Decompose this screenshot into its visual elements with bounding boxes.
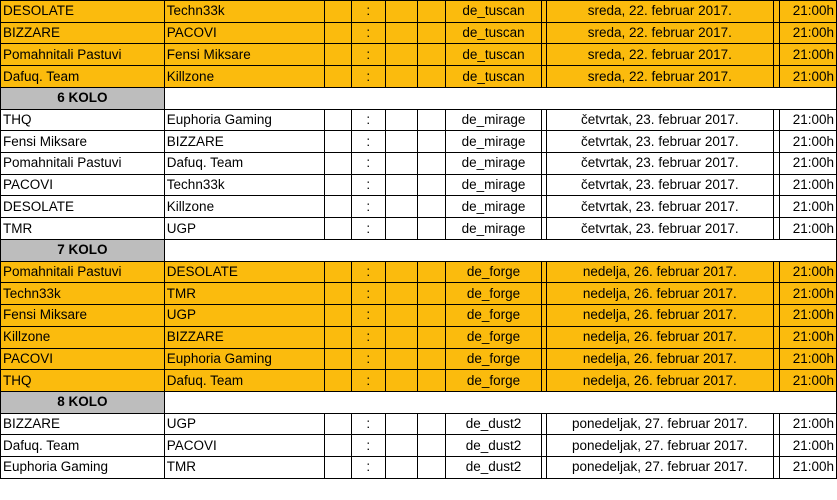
map-cell: de_forge — [446, 348, 542, 370]
score-away-cell — [385, 413, 417, 435]
date-cell: ponedeljak, 27. februar 2017. — [546, 435, 773, 457]
separator-cell: : — [351, 305, 385, 327]
score-home-cell — [325, 1, 352, 23]
away-team-cell: UGP — [164, 413, 324, 435]
date-cell: ponedeljak, 27. februar 2017. — [546, 413, 773, 435]
home-team-cell: DESOLATE — [1, 1, 165, 23]
date-cell: četvrtak, 23. februar 2017. — [546, 109, 773, 131]
date-cell: sreda, 22. februar 2017. — [546, 44, 773, 66]
spacer-cell — [417, 109, 445, 131]
score-home-cell — [325, 66, 352, 88]
away-team-cell: Techn33k — [164, 174, 324, 196]
separator-cell: : — [351, 22, 385, 44]
match-row — [1, 261, 837, 283]
date-cell: četvrtak, 23. februar 2017. — [546, 218, 773, 240]
match-row — [1, 218, 837, 240]
date-cell: nedelja, 26. februar 2017. — [546, 348, 773, 370]
match-row — [1, 305, 837, 327]
date-cell: četvrtak, 23. februar 2017. — [546, 131, 773, 153]
home-team-cell: Dafuq. Team — [1, 435, 165, 457]
spacer-cell — [417, 22, 445, 44]
separator-cell: : — [351, 326, 385, 348]
score-home-cell — [325, 153, 352, 175]
separator-cell: : — [351, 435, 385, 457]
time-cell: 21:00h — [779, 66, 836, 88]
home-team-cell: THQ — [1, 370, 165, 392]
home-team-cell: THQ — [1, 109, 165, 131]
date-cell: četvrtak, 23. februar 2017. — [546, 153, 773, 175]
separator-cell: : — [351, 66, 385, 88]
home-team-cell: TMR — [1, 218, 165, 240]
match-row — [1, 174, 837, 196]
time-cell: 21:00h — [779, 326, 836, 348]
score-home-cell — [325, 22, 352, 44]
away-team-cell: PACOVI — [164, 22, 324, 44]
home-team-cell: PACOVI — [1, 348, 165, 370]
round-header-row — [1, 87, 837, 109]
away-team-cell: Fensi Miksare — [164, 44, 324, 66]
date-cell: nedelja, 26. februar 2017. — [546, 283, 773, 305]
round-label: 7 KOLO — [1, 239, 165, 261]
time-cell: 21:00h — [779, 435, 836, 457]
map-cell: de_forge — [446, 261, 542, 283]
map-cell: de_forge — [446, 326, 542, 348]
score-home-cell — [325, 283, 352, 305]
map-cell: de_mirage — [446, 196, 542, 218]
score-away-cell — [385, 109, 417, 131]
score-away-cell — [385, 218, 417, 240]
home-team-cell: Dafuq. Team — [1, 66, 165, 88]
separator-cell: : — [351, 196, 385, 218]
date-cell: sreda, 22. februar 2017. — [546, 1, 773, 23]
score-away-cell — [385, 153, 417, 175]
away-team-cell: BIZZARE — [164, 326, 324, 348]
spacer-cell — [417, 66, 445, 88]
map-cell: de_tuscan — [446, 66, 542, 88]
separator-cell: : — [351, 348, 385, 370]
time-cell: 21:00h — [779, 196, 836, 218]
separator-cell: : — [351, 109, 385, 131]
away-team-cell: Euphoria Gaming — [164, 109, 324, 131]
spacer-cell — [417, 435, 445, 457]
match-row — [1, 1, 837, 23]
away-team-cell: Techn33k — [164, 1, 324, 23]
away-team-cell: UGP — [164, 218, 324, 240]
home-team-cell: Pomahnitali Pastuvi — [1, 44, 165, 66]
score-away-cell — [385, 261, 417, 283]
score-away-cell — [385, 435, 417, 457]
time-cell: 21:00h — [779, 370, 836, 392]
separator-cell: : — [351, 283, 385, 305]
date-cell: četvrtak, 23. februar 2017. — [546, 196, 773, 218]
match-row — [1, 153, 837, 175]
score-home-cell — [325, 435, 352, 457]
separator-cell: : — [351, 153, 385, 175]
score-home-cell — [325, 413, 352, 435]
match-row — [1, 457, 837, 479]
away-team-cell: Killzone — [164, 66, 324, 88]
away-team-cell: Dafuq. Team — [164, 153, 324, 175]
match-row — [1, 109, 837, 131]
round-label: 6 KOLO — [1, 87, 165, 109]
spacer-cell — [417, 370, 445, 392]
home-team-cell: BIZZARE — [1, 22, 165, 44]
spacer-cell — [417, 196, 445, 218]
score-home-cell — [325, 131, 352, 153]
date-cell: nedelja, 26. februar 2017. — [546, 261, 773, 283]
match-row — [1, 413, 837, 435]
score-home-cell — [325, 174, 352, 196]
away-team-cell: PACOVI — [164, 435, 324, 457]
map-cell: de_forge — [446, 283, 542, 305]
score-home-cell — [325, 261, 352, 283]
spacer-cell — [417, 326, 445, 348]
empty-cell — [164, 87, 836, 109]
home-team-cell: BIZZARE — [1, 413, 165, 435]
separator-cell: : — [351, 1, 385, 23]
home-team-cell: Killzone — [1, 326, 165, 348]
match-row — [1, 131, 837, 153]
score-home-cell — [325, 326, 352, 348]
date-cell: nedelja, 26. februar 2017. — [546, 370, 773, 392]
spacer-cell — [417, 261, 445, 283]
time-cell: 21:00h — [779, 131, 836, 153]
score-home-cell — [325, 348, 352, 370]
match-row — [1, 66, 837, 88]
map-cell: de_forge — [446, 370, 542, 392]
score-away-cell — [385, 283, 417, 305]
date-cell: nedelja, 26. februar 2017. — [546, 305, 773, 327]
time-cell: 21:00h — [779, 22, 836, 44]
score-away-cell — [385, 370, 417, 392]
time-cell: 21:00h — [779, 174, 836, 196]
map-cell: de_mirage — [446, 153, 542, 175]
time-cell: 21:00h — [779, 457, 836, 479]
score-away-cell — [385, 22, 417, 44]
separator-cell: : — [351, 131, 385, 153]
away-team-cell: Euphoria Gaming — [164, 348, 324, 370]
separator-cell: : — [351, 174, 385, 196]
away-team-cell: Killzone — [164, 196, 324, 218]
spacer-cell — [417, 283, 445, 305]
away-team-cell: UGP — [164, 305, 324, 327]
match-row — [1, 283, 837, 305]
spacer-cell — [417, 153, 445, 175]
score-home-cell — [325, 109, 352, 131]
home-team-cell: DESOLATE — [1, 196, 165, 218]
time-cell: 21:00h — [779, 218, 836, 240]
map-cell: de_mirage — [446, 174, 542, 196]
spacer-cell — [417, 348, 445, 370]
away-team-cell: DESOLATE — [164, 261, 324, 283]
match-row — [1, 348, 837, 370]
home-team-cell: Fensi Miksare — [1, 305, 165, 327]
score-home-cell — [325, 196, 352, 218]
score-home-cell — [325, 44, 352, 66]
score-home-cell — [325, 370, 352, 392]
date-cell: sreda, 22. februar 2017. — [546, 66, 773, 88]
empty-cell — [164, 239, 836, 261]
separator-cell: : — [351, 261, 385, 283]
spacer-cell — [417, 457, 445, 479]
map-cell: de_dust2 — [446, 457, 542, 479]
away-team-cell: Dafuq. Team — [164, 370, 324, 392]
score-away-cell — [385, 66, 417, 88]
score-away-cell — [385, 1, 417, 23]
map-cell: de_mirage — [446, 131, 542, 153]
spacer-cell — [417, 1, 445, 23]
score-away-cell — [385, 196, 417, 218]
time-cell: 21:00h — [779, 44, 836, 66]
match-row — [1, 326, 837, 348]
score-away-cell — [385, 326, 417, 348]
separator-cell: : — [351, 44, 385, 66]
map-cell: de_dust2 — [446, 413, 542, 435]
match-row — [1, 22, 837, 44]
time-cell: 21:00h — [779, 1, 836, 23]
map-cell: de_forge — [446, 305, 542, 327]
map-cell: de_dust2 — [446, 435, 542, 457]
score-home-cell — [325, 457, 352, 479]
round-label: 8 KOLO — [1, 391, 165, 413]
separator-cell: : — [351, 457, 385, 479]
score-home-cell — [325, 218, 352, 240]
score-away-cell — [385, 131, 417, 153]
match-row — [1, 370, 837, 392]
score-away-cell — [385, 174, 417, 196]
date-cell: četvrtak, 23. februar 2017. — [546, 174, 773, 196]
home-team-cell: Euphoria Gaming — [1, 457, 165, 479]
time-cell: 21:00h — [779, 413, 836, 435]
date-cell: nedelja, 26. februar 2017. — [546, 326, 773, 348]
score-away-cell — [385, 457, 417, 479]
match-row — [1, 196, 837, 218]
spacer-cell — [417, 413, 445, 435]
score-away-cell — [385, 348, 417, 370]
map-cell: de_tuscan — [446, 44, 542, 66]
match-row — [1, 44, 837, 66]
map-cell: de_tuscan — [446, 1, 542, 23]
separator-cell: : — [351, 218, 385, 240]
spacer-cell — [417, 44, 445, 66]
away-team-cell: TMR — [164, 457, 324, 479]
time-cell: 21:00h — [779, 305, 836, 327]
score-home-cell — [325, 305, 352, 327]
date-cell: ponedeljak, 27. februar 2017. — [546, 457, 773, 479]
date-cell: sreda, 22. februar 2017. — [546, 22, 773, 44]
time-cell: 21:00h — [779, 153, 836, 175]
separator-cell: : — [351, 370, 385, 392]
map-cell: de_mirage — [446, 109, 542, 131]
spacer-cell — [417, 174, 445, 196]
spacer-cell — [417, 131, 445, 153]
round-header-row — [1, 391, 837, 413]
empty-cell — [164, 391, 836, 413]
separator-cell: : — [351, 413, 385, 435]
time-cell: 21:00h — [779, 348, 836, 370]
round-header-row — [1, 239, 837, 261]
home-team-cell: Fensi Miksare — [1, 131, 165, 153]
score-away-cell — [385, 305, 417, 327]
time-cell: 21:00h — [779, 109, 836, 131]
home-team-cell: Techn33k — [1, 283, 165, 305]
away-team-cell: BIZZARE — [164, 131, 324, 153]
score-away-cell — [385, 44, 417, 66]
map-cell: de_mirage — [446, 218, 542, 240]
home-team-cell: Pomahnitali Pastuvi — [1, 153, 165, 175]
home-team-cell: Pomahnitali Pastuvi — [1, 261, 165, 283]
time-cell: 21:00h — [779, 283, 836, 305]
away-team-cell: TMR — [164, 283, 324, 305]
match-row — [1, 435, 837, 457]
spacer-cell — [417, 305, 445, 327]
map-cell: de_tuscan — [446, 22, 542, 44]
time-cell: 21:00h — [779, 261, 836, 283]
spacer-cell — [417, 218, 445, 240]
home-team-cell: PACOVI — [1, 174, 165, 196]
